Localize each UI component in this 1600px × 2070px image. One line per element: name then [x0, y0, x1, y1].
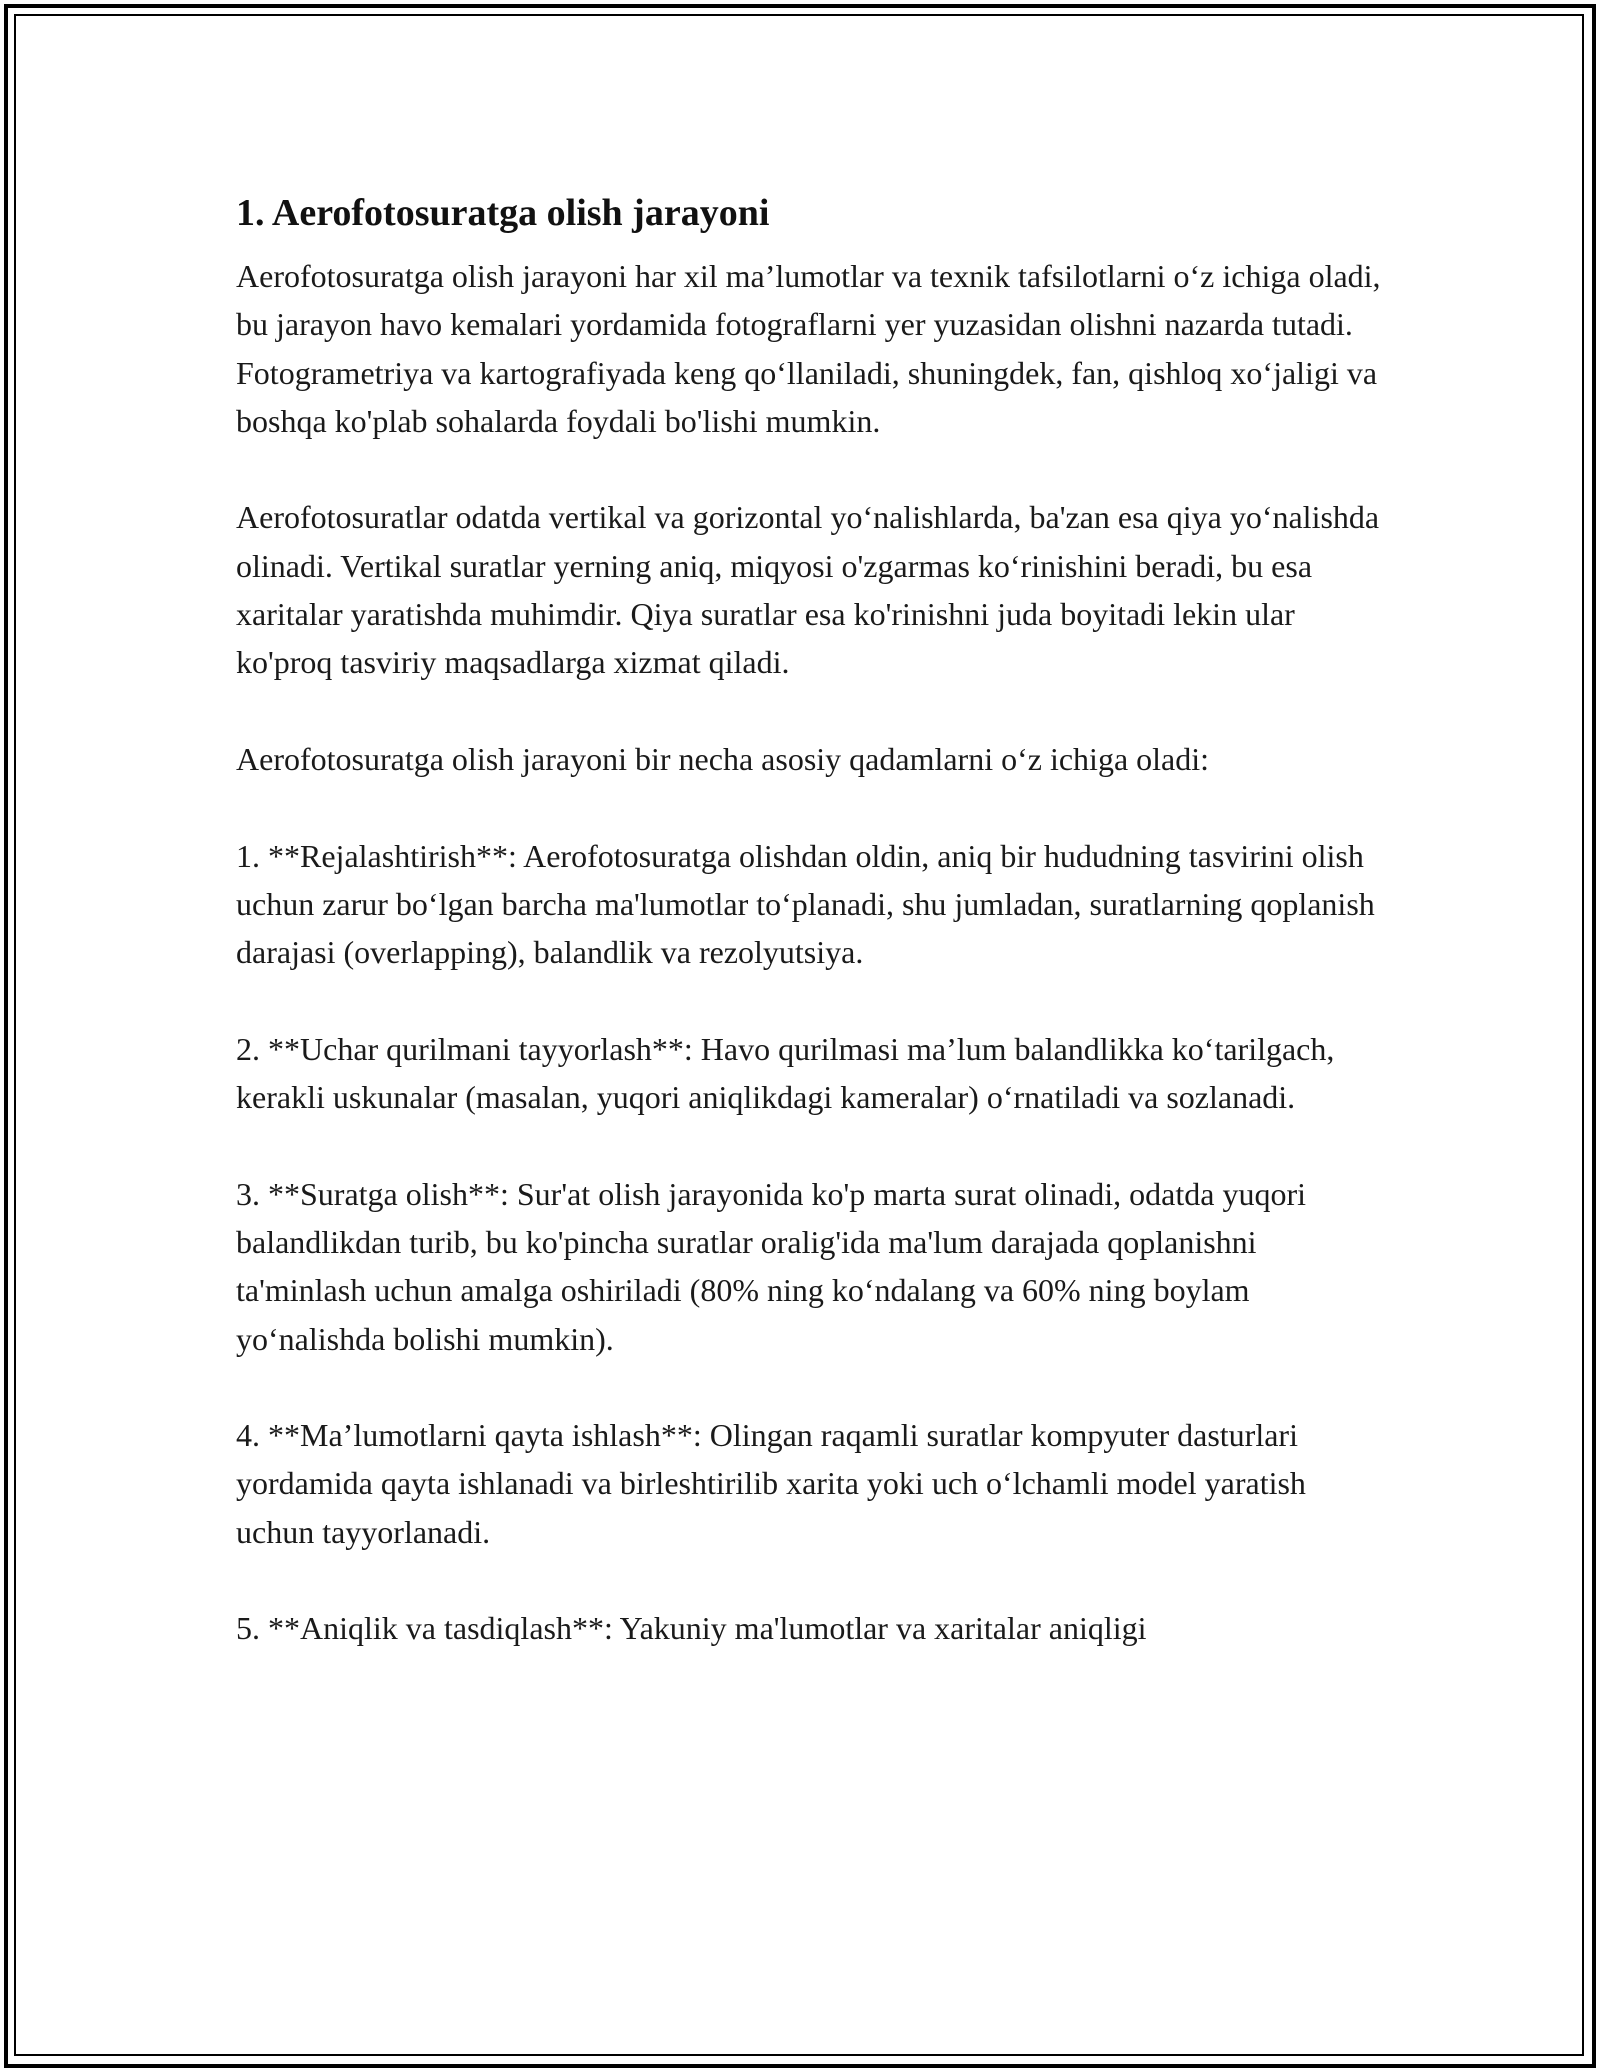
step-aircraft-preparation: 2. **Uchar qurilmani tayyorlash**: Havo qurilmasi ma’lum balandlikka ko‘tarilgach, kerakli uskunalar (masalan, yuqori aniqlikdagi kameralar) o‘rnatiladi va sozlanadi. [236, 1030, 1335, 1116]
step-photographing: 3. **Suratga olish**: Sur'at olish jarayonida ko'p marta surat olinadi, odatda yuqori balandlikdan turib, bu ko'pincha suratlar oralig'ida ma'lum darajada qoplanishni ta'minlash uchun amalga oshiriladi (80% ning ko‘ndalang va 60% ning boylam yo‘nalishda bolishi mumkin). [236, 1175, 1306, 1357]
intro-paragraph: Aerofotosuratga olish jarayoni har xil ma’lumotlar va texnik tafsilotlarni o‘z ichiga oladi, bu jarayon havo kemalari yordamida fotograflarni yer yuzasidan olishni nazarda tutadi. Fotogrametriya va kartografiyada keng qo‘llaniladi, shuningdek, fan, qishloq xo‘jaligi va boshqa ko'plab sohalarda foydali bo'lishi mumkin. [236, 258, 1381, 439]
step-accuracy-validation: 5. **Aniqlik va tasdiqlash**: Yakuniy ma'lumotlar va xaritalar aniqligi [236, 1610, 1147, 1647]
section-heading: 1. Aerofotosuratga olish jarayoni [236, 192, 770, 234]
step-planning: 1. **Rejalashtirish**: Aerofotosuratga olishdan oldin, aniq bir hududning tasvirini olish uchun zarur bo‘lgan barcha ma'lumotlar to‘planadi, shu jumladan, suratlarning qoplanish darajasi (overlapping), balandlik va rezolyutsiya. [236, 837, 1375, 971]
document-body [236, 186, 1386, 1653]
step-data-processing: 4. **Ma’lumotlarni qayta ishlash**: Olingan raqamli suratlar kompyuter dasturlari yordamida qayta ishlanadi va birleshtirilib xarita yoki uch o‘lchamli model yaratish uchun tayyorlanadi. [236, 1417, 1306, 1550]
orientation-paragraph: Aerofotosuratlar odatda vertikal va gorizontal yo‘nalishlarda, ba'zan esa qiya yo‘nalishda olinadi. Vertikal suratlar yerning aniq, miqyosi o'zgarmas ko‘rinishini beradi, bu esa xaritalar yaratishda muhimdir. Qiya suratlar esa ko'rinishni juda boyitadi lekin ular ko'proq tasviriy maqsadlarga xizmat qiladi. [236, 499, 1380, 681]
steps-intro-paragraph: Aerofotosuratga olish jarayoni bir necha asosiy qadamlarni o‘z ichiga oladi: [236, 740, 1210, 777]
